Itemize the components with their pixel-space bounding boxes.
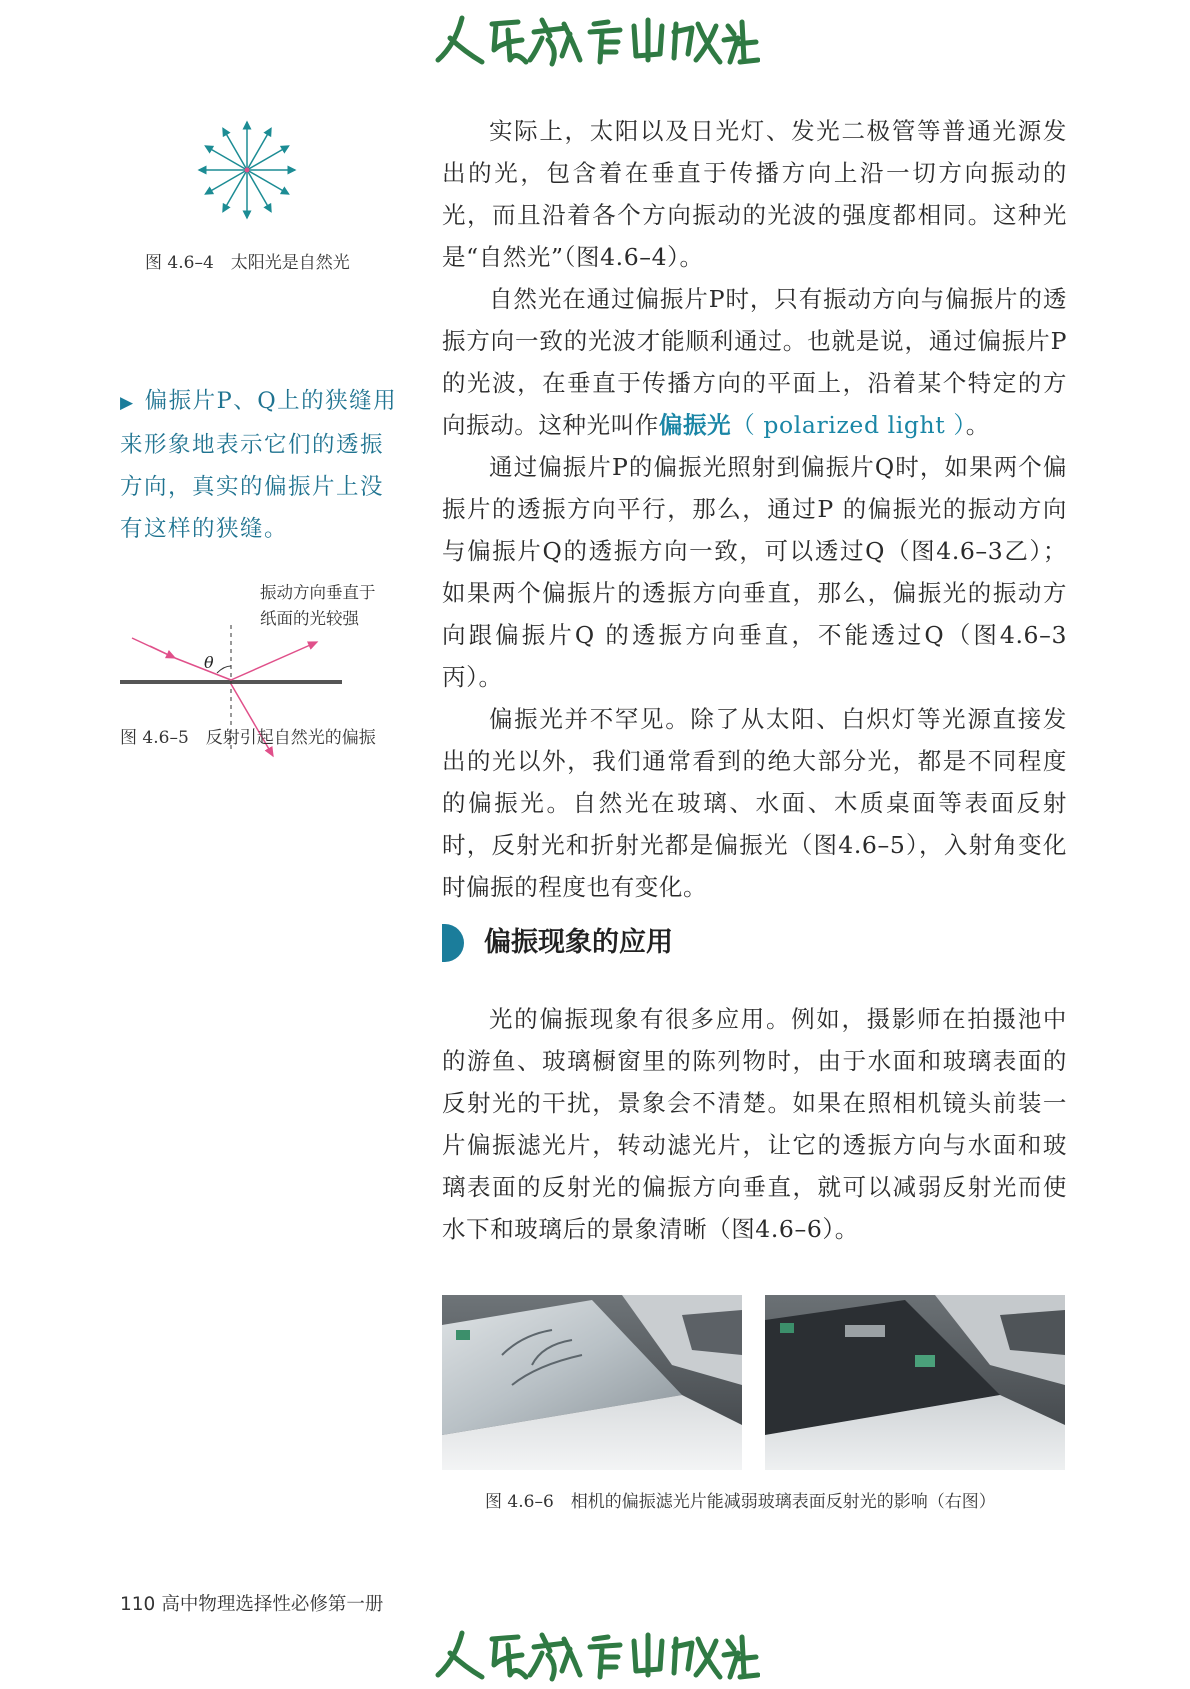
label-line-1: 振动方向垂直于 [260,583,376,602]
page-footer [120,1590,383,1616]
section-marker-icon [442,924,464,962]
photo-with-polarizing-filter [765,1295,1065,1470]
publisher-logo-calligraphy [430,1625,760,1685]
natural-light-diagram [192,115,302,225]
english-term: （ polarized light ） [731,411,966,439]
label-line-2: 纸面的光较强 [260,609,359,628]
publisher-logo-bottom [430,1625,760,1685]
section-heading [442,920,842,966]
paragraph-4: 偏振光并不罕见。除了从太阳、白炽灯等光源直接发出的光以外，我们通常看到的绝大部分光，都是不同程度的偏振光。自然光在玻璃、水面、木质桌面等表面反射时，反射光和折射光都是偏振光（图4.6–5），入射角变化时偏振的程度也有变化。 [442,705,1067,901]
radiating-arrows-icon [192,115,302,225]
section-title: 偏振现象的应用 [484,927,673,958]
reflected-ray [231,642,317,680]
term-polarized-light: 偏振光 [658,411,732,439]
triangle-marker-icon: ▶ [120,393,135,413]
section-paragraph-1: 光的偏振现象有很多应用。例如，摄影师在拍摄池中的游鱼、玻璃橱窗里的陈列物时，由于水面和玻璃表面的反射光的干扰，景象会不清楚。如果在照相机镜头前装一片偏振滤光片，转动滤光片，让它的透振方向与水面和玻璃表面的反射光的偏振方向垂直，就可以减弱反射光而使水下和玻璃后的景象清晰（图4.6–6）。 [442,1005,1067,1243]
figure-4-6-4-caption: 图 4.6–4 太阳光是自然光 [145,253,350,273]
photo-without-filter [442,1295,742,1470]
figure-4-6-6-caption: 图 4.6–6 相机的偏振滤光片能减弱玻璃表面反射光的影响（右图） [485,1492,996,1512]
angle-arc [217,666,231,673]
paragraph-2 [442,278,1067,446]
book-title: 高中物理选择性必修第一册 [161,1594,384,1615]
paragraph-3: 通过偏振片P的偏振光照射到偏振片Q时，如果两个偏振片的透振方向平行，那么，通过P 的偏振光的振动方向与偏振片Q的透振方向一致，可以透过Q（图4.6–3乙）；如果两个偏振片的透振方向垂直，那么，偏振光的振动方向跟偏振片Q 的透振方向垂直，不能透过Q（图4.6–3丙）。 [442,453,1067,691]
paragraph-1: 实际上，太阳以及日光灯、发光二极管等普通光源发出的光，包含着在垂直于传播方向上沿一切方向振动的光，而且沿着各个方向振动的光波的强度都相同。这种光是“自然光”（图4.6–4）。 [442,117,1067,271]
figure-4-6-5-caption: 图 4.6–5 反射引起自然光的偏振 [120,728,376,748]
side-note [120,380,400,550]
paragraph-2-end: 。 [965,411,990,439]
paragraph-2-text: 自然光在通过偏振片P时，只有振动方向与偏振片的透振方向一致的光波才能顺利通过。也就是说，通过偏振片P 的光波，在垂直于传播方向的平面上，沿着某个特定的方向振动。这种光叫作 [442,285,1067,439]
section-body [442,998,1067,1250]
main-body [442,110,1067,908]
publisher-logo-calligraphy [430,10,760,70]
publisher-logo [430,10,760,70]
page-number: 110 [120,1594,156,1615]
side-note-text: 偏振片P、Q上的狭缝用来形象地表示它们的透振方向，真实的偏振片上没有这样的狭缝。 [120,388,398,542]
theta-label: θ [204,653,214,672]
